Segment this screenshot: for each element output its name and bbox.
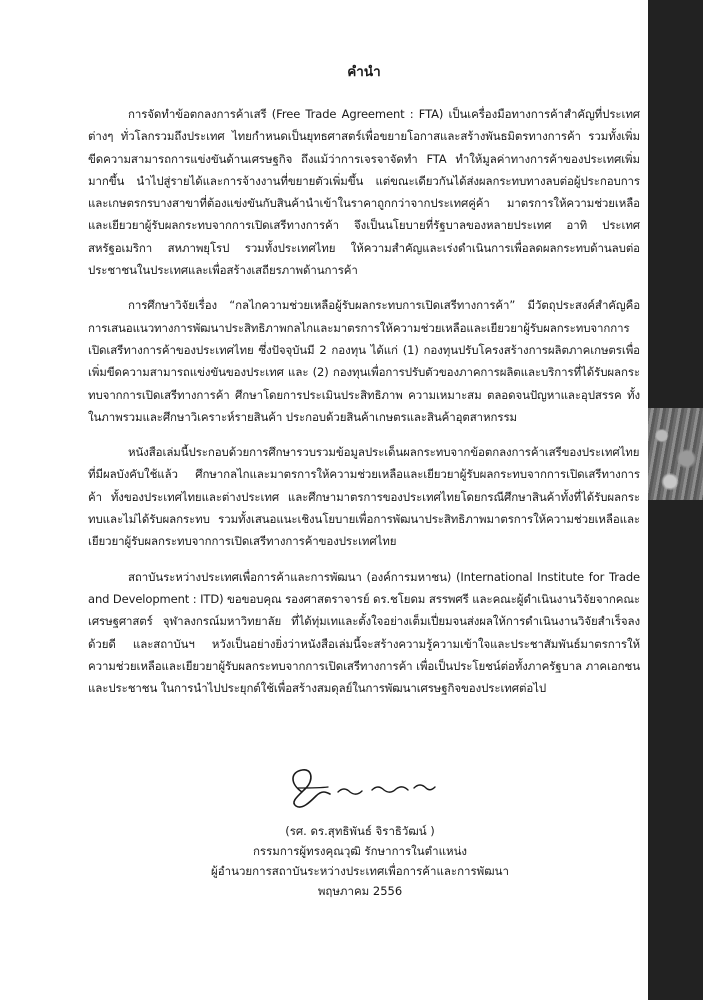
paragraph-1: การจัดทำข้อตกลงการค้าเสรี (Free Trade Agreement : FTA) เป็นเครื่องมือทางการค้าสำคัญที่ประเทศต่างๆ ทั่วโลกรวมถึงประเทศ ไทยกำหนดเป็นยุทธศาสตร์เพื่อขยายโอกาสและสร้างพันธมิตรทางการค้า รวมทั้งเพิ่มขีดความสามารถการแข่งขันด้านเศรษฐกิจ ถึงแม้ว่าการเจรจาจัดทำ FTA ทำให้มูลค่าทางการค้าของประเทศเพิ่มมากขึ้น นำไปสู่รายได้และการจ้างงานที่ขยายตัวเพิ่มขึ้น แต่ขณะเดียวกันได้ส่งผลกระทบทางลบต่อผู้ประกอบการและเกษตรกรบางสาขาที่ต้องแข่งขันกับสินค้านำเข้าในราคาถูกกว่าจากประเทศคู่ค้า มาตรการให้ความช่วยเหลือและเยียวยาผู้รับผลกระทบจากการเปิดเสรีทางการค้า จึงเป็นนโยบายที่รัฐบาลของหลายประเทศ อาทิ ประเทศสหรัฐอเมริกา สหภาพยุโรป รวมทั้งประเทศไทย ให้ความสำคัญและเร่งดำเนินการเพื่อลดผลกระทบด้านลบต่อประชาชนในประเทศและเพื่อสร้างเสถียรภาพด้านการค้า bbox=[88, 107, 640, 278]
edge-photo-image bbox=[648, 408, 703, 500]
signatory-position-1: กรรมการผู้ทรงคุณวุฒิ รักษาการในตำแหน่ง bbox=[252, 844, 468, 858]
page-edge-strip bbox=[648, 0, 703, 1000]
page-title: คำนำ bbox=[347, 64, 381, 80]
signatory-position-2: ผู้อำนวยการสถาบันระหว่างประเทศเพื่อการค้าและการพัฒนา bbox=[211, 864, 509, 878]
signatory-name: (รศ. ดร.สุทธิพันธ์ จิราธิวัฒน์ ) bbox=[285, 824, 435, 838]
paragraph-2: การศึกษาวิจัยเรื่อง “กลไกความช่วยเหลือผู้รับผลกระทบการเปิดเสรีทางการค้า” มีวัตถุประสงค์สำคัญคือ การเสนอแนวทางการพัฒนาประสิทธิภาพกลไกและมาตรการให้ความช่วยเหลือและเยียวยาผู้รับผลกระทบจากการเปิดเสรีทางการค้าของประเทศไทย ซึ่งปัจจุบันมี 2 กองทุน ได้แก่ (1) กองทุนปรับโครงสร้างการผลิตภาคเกษตรเพื่อเพิ่มขีดความสามารถแข่งขันของประเทศ และ (2) กองทุนเพื่อการปรับตัวของภาคการผลิตและบริการที่ได้รับผลกระทบจากการเปิดเสรีทางการค้า ศึกษาโดยการประเมินประสิทธิภาพ ความเหมาะสม ตลอดจนปัญหาและอุปสรรค ทั้งในภาพรวมและศึกษาวิเคราะห์รายสินค้า ประกอบด้วยสินค้าเกษตรและสินค้าอุตสาหกรรม bbox=[88, 298, 640, 424]
signature-date: พฤษภาคม 2556 bbox=[317, 884, 403, 898]
handwritten-signature bbox=[280, 762, 440, 814]
paragraph-3: หนังสือเล่มนี้ประกอบด้วยการศึกษารวบรวมข้อมูลประเด็นผลกระทบจากข้อตกลงการค้าเสรีของประเทศไทยที่มีผลบังคับใช้แล้ว ศึกษากลไกและมาตรการให้ความช่วยเหลือและเยียวยาผู้รับผลกระทบจากการเปิดเสรีทางการค้า ทั้งของประเทศไทยและต่างประเทศ และศึกษามาตรการของประเทศไทยโดยกรณีศึกษาสินค้าทั้งที่ได้รับผลกระทบและไม่ได้รับผลกระทบ รวมทั้งเสนอแนะเชิงนโยบายเพื่อการพัฒนาประสิทธิภาพมาตรการให้ความช่วยเหลือและเยียวยาผู้รับผลกระทบจากการเปิดเสรีทางการค้าของประเทศไทย bbox=[88, 445, 640, 549]
signature-block bbox=[150, 762, 570, 901]
document-page bbox=[88, 60, 640, 712]
paragraph-4: สถาบันระหว่างประเทศเพื่อการค้าและการพัฒนา (องค์การมหาชน) (International Institute for Trade and Development : ITD) ขอขอบคุณ รองศาสตราจารย์ ดร.ชโยดม สรรพศรี และคณะผู้ดำเนินงานวิจัยจากคณะเศรษฐศาสตร์ จุฬาลงกรณ์มหาวิทยาลัย ที่ได้ทุ่มเทและตั้งใจอย่างเต็มเปี่ยมจนส่งผลให้การดำเนินงานวิจัยสำเร็จลงด้วยดี และสถาบันฯ หวังเป็นอย่างยิ่งว่าหนังสือเล่มนี้จะสร้างความรู้ความเข้าใจและประชาสัมพันธ์มาตรการให้ความช่วยเหลือและเยียวยาผู้รับผลกระทบจากการเปิดเสรีทางการค้า เพื่อเป็นประโยชน์ต่อทั้งภาครัฐบาล ภาคเอกชน และประชาชน ในการนำไปประยุกต์ใช้เพื่อสร้างสมดุลย์ในการพัฒนาเศรษฐกิจของประเทศต่อไป bbox=[88, 569, 640, 696]
